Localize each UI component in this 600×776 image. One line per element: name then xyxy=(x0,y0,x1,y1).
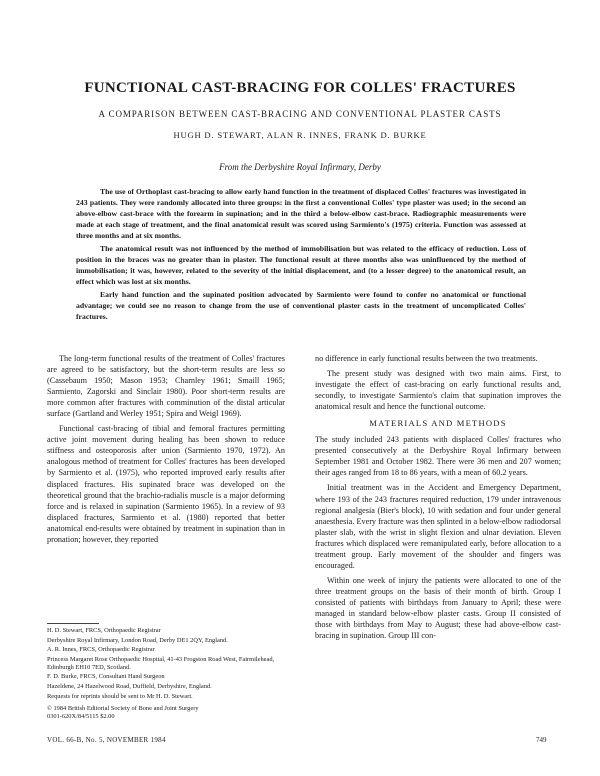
abstract-paragraph: The use of Orthoplast cast-bracing to allow early hand function in the treatment of displaced Colles' fractures was investigated in 243 patients. They were randomly allocated into three groups: in the first a conventional Colles' type plaster was used; in the second an above-elbow cast-brace with the forearm in supination; and in the third a below-elbow cast-brace. Radiographic measurements were made at each stage of treatment, and the final anatomical result was scored using Sarmiento's (1975) criteria. Function was assessed at three months and at six months. xyxy=(76,187,526,240)
footnote-divider xyxy=(47,623,99,624)
copyright-line: © 1984 British Editorial Society of Bone and Joint Surgery xyxy=(47,704,199,712)
footnote-line: Hazeldene, 24 Hazelwood Road, Duffield, Derbyshire, England. xyxy=(47,683,212,691)
left-column xyxy=(47,353,285,549)
section-heading: MATERIALS AND METHODS xyxy=(369,418,507,429)
body-paragraph: The study included 243 patients with displaced Colles' fractures who presented consecutively at the Derbyshire Royal Infirmary between September 1981 and October 1982. There were 36 men and 207 women; their ages ranged from 18 to 86 years, with a mean of 60.2 years. xyxy=(315,435,561,478)
page-number: 749 xyxy=(536,736,547,744)
body-paragraph: Within one week of injury the patients were allocated to one of the three treatment groups on the basis of their month of birth. Group I consisted of patients with birthdays from January to April; these were managed in standard below-elbow plaster casts. Group II consisted of those with birthdays from May to August; these had above-elbow cast-bracing in supination. Group III con- xyxy=(315,575,561,641)
footnote-line: F. D. Burke, FRCS, Consultant Hand Surgeon xyxy=(47,673,165,681)
abstract-paragraph: The anatomical result was not influenced by the method of immobilisation but was related to the efficacy of reduction. Loss of position in the braces was no greater than in plaster. The functional result at three months also was uninfluenced by the method of immobilisation; it was, however, related to the severity of the initial displacement, and (to a lesser degree) to the anatomical result, an effect which was lost at six months. xyxy=(76,244,526,286)
body-paragraph: The present study was designed with two main aims. First, to investigate the effect of cast-bracing on early functional results and, secondly, to investigate Sarmiento's claim that supination improves the anatomical result and hence the functional outcome. xyxy=(315,369,561,412)
footnote-line: Princess Margaret Rose Orthopaedic Hospital, 41-43 Frogston Road West, Fairmilehead, Edinburgh EH10 7ED, Scotland. xyxy=(47,655,275,671)
footnote-line: H. D. Stewart, FRCS, Orthopaedic Registrar xyxy=(47,627,161,634)
journal-issue: VOL. 66-B, No. 5, NOVEMBER 1984 xyxy=(47,736,166,744)
reprint-note: Requests for reprints should be sent to Mr H. D. Stewart. xyxy=(47,692,193,700)
body-paragraph: Initial treatment was in the Accident and Emergency Department, where 193 of the 243 fractures required reduction, 179 under intravenous regional analgesia (Bier's block), 10 with sedation and four under general anaesthesia. Every fracture was then splinted in a below-elbow radiodorsal plaster slab, with the wrist in slight flexion and ulnar deviation. Eleven fractures which displaced were remanipulated early, before allocation to a treatment group. Early movement of the shoulder and fingers was encouraged. xyxy=(315,483,561,570)
article-title: FUNCTIONAL CAST-BRACING FOR COLLES' FRACTURES xyxy=(84,80,516,96)
right-column xyxy=(315,353,561,645)
footnotes xyxy=(47,627,287,721)
body-paragraph: The long-term functional results of the treatment of Colles' fractures are agreed to be satisfactory, but the short-term results are less so (Cassebaum 1950; Mason 1953; Charnley 1961; Smaill 1965; Sarmiento, Zagorski and Sinclair 1980). Poor short-term results are more common after fractures with comminution of the distal articular surface (Gartland and Werley 1951; Spira and Weigl 1969). xyxy=(47,354,285,419)
abstract xyxy=(76,186,526,324)
footnote-line: A. R. Innes, FRCS, Orthopaedic Registrar xyxy=(47,646,155,654)
body-paragraph: Functional cast-bracing of tibial and femoral fractures permitting active joint movement during healing has been shown to reduce stiffness and osteoporosis after union (Sarmiento 1970, 1972). An analogous method of treatment for Colles' fractures has been developed by Sarmiento et al. (1975), who reported improved early results after displaced fractures. His supinated brace was developed on the theoretical ground that the brachio-radialis muscle is a major deforming force and is relaxed in supination (Sarmiento 1965). In a review of 93 displaced fractures, Sarmiento et al. (1980) reported that better anatomical end-results were obtained by treatment in supination than in pronation; however, they reported xyxy=(47,424,285,544)
footnote-line: Derbyshire Royal Infirmary, London Road, Derby DE1 2QY, England. xyxy=(47,636,228,644)
body-paragraph: no difference in early functional results between the two treatments. xyxy=(315,354,538,363)
affiliation: From the Derbyshire Royal Infirmary, Derby xyxy=(219,162,381,172)
abstract-paragraph: Early hand function and the supinated position advocated by Sarmiento were found to confer no anatomical or functional advantage; we could see no reason to change from the use of conventional plaster casts in the treatment of uncomplicated Colles' fractures. xyxy=(76,290,526,321)
article-subtitle: A COMPARISON BETWEEN CAST-BRACING AND CONVENTIONAL PLASTER CASTS xyxy=(98,109,502,119)
copyright-code: 0301-620X/84/5115 $2.00 xyxy=(47,712,115,720)
author-list: HUGH D. STEWART, ALAN R. INNES, FRANK D. BURKE xyxy=(173,130,427,140)
